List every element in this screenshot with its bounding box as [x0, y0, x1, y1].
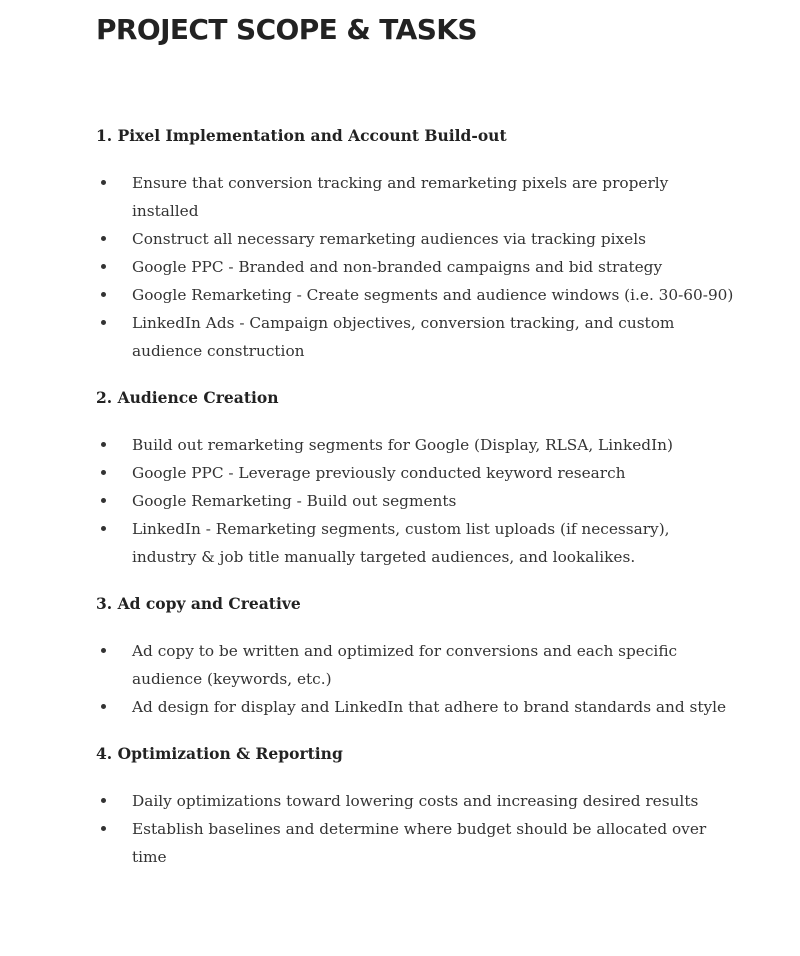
- section-heading: 3. Ad copy and Creative: [96, 594, 301, 613]
- task-text: Google Remarketing - Create segments and audience windows (i.e. 30-60-90): [132, 286, 734, 304]
- bullet-icon: [101, 648, 106, 653]
- task-item: [132, 459, 736, 487]
- task-item: [132, 693, 736, 721]
- sections: [96, 122, 746, 871]
- task-list: [96, 169, 736, 365]
- bullet-icon: [101, 798, 106, 803]
- bullet-icon: [101, 526, 106, 531]
- task-text: Google PPC - Branded and non-branded campaigns and bid strategy: [132, 258, 663, 276]
- task-item: [132, 253, 736, 281]
- bullet-icon: [101, 264, 106, 269]
- bullet-icon: [101, 320, 106, 325]
- task-text: LinkedIn Ads - Campaign objectives, conversion tracking, and custom audience construction: [132, 314, 675, 360]
- task-item: [132, 815, 736, 871]
- section: [96, 122, 746, 365]
- section: [96, 384, 746, 571]
- task-text: Ensure that conversion tracking and remarketing pixels are properly installed: [132, 174, 669, 220]
- task-item: [132, 787, 736, 815]
- task-item: [132, 637, 736, 693]
- bullet-icon: [101, 704, 106, 709]
- bullet-icon: [101, 498, 106, 503]
- document: [96, 0, 746, 890]
- task-list: [96, 637, 736, 721]
- section-heading: 1. Pixel Implementation and Account Build-out: [96, 126, 507, 145]
- task-item: [132, 431, 736, 459]
- bullet-icon: [101, 292, 106, 297]
- task-item: [132, 169, 736, 225]
- task-text: Build out remarketing segments for Google (Display, RLSA, LinkedIn): [132, 436, 673, 454]
- task-text: LinkedIn - Remarketing segments, custom list uploads (if necessary), industry & job title manually targeted audiences, and lookalikes.: [132, 520, 670, 566]
- bullet-icon: [101, 180, 106, 185]
- task-item: [132, 225, 736, 253]
- task-text: Establish baselines and determine where budget should be allocated over time: [132, 820, 707, 866]
- bullet-icon: [101, 236, 106, 241]
- task-item: [132, 487, 736, 515]
- task-text: Daily optimizations toward lowering costs and increasing desired results: [132, 792, 699, 810]
- section: [96, 740, 746, 871]
- section-heading: 2. Audience Creation: [96, 388, 279, 407]
- page-title: PROJECT SCOPE & TASKS: [96, 13, 477, 46]
- section: [96, 590, 746, 721]
- bullet-icon: [101, 470, 106, 475]
- bullet-icon: [101, 826, 106, 831]
- task-text: Ad copy to be written and optimized for conversions and each specific audience (keywords, etc.): [132, 642, 678, 688]
- bullet-icon: [101, 442, 106, 447]
- task-text: Google Remarketing - Build out segments: [132, 492, 457, 510]
- task-text: Ad design for display and LinkedIn that adhere to brand standards and style: [132, 698, 727, 716]
- task-text: Construct all necessary remarketing audiences via tracking pixels: [132, 230, 646, 248]
- task-text: Google PPC - Leverage previously conducted keyword research: [132, 464, 626, 482]
- task-list: [96, 787, 736, 871]
- task-list: [96, 431, 736, 571]
- task-item: [132, 309, 736, 365]
- task-item: [132, 515, 736, 571]
- task-item: [132, 281, 736, 309]
- section-heading: 4. Optimization & Reporting: [96, 744, 343, 763]
